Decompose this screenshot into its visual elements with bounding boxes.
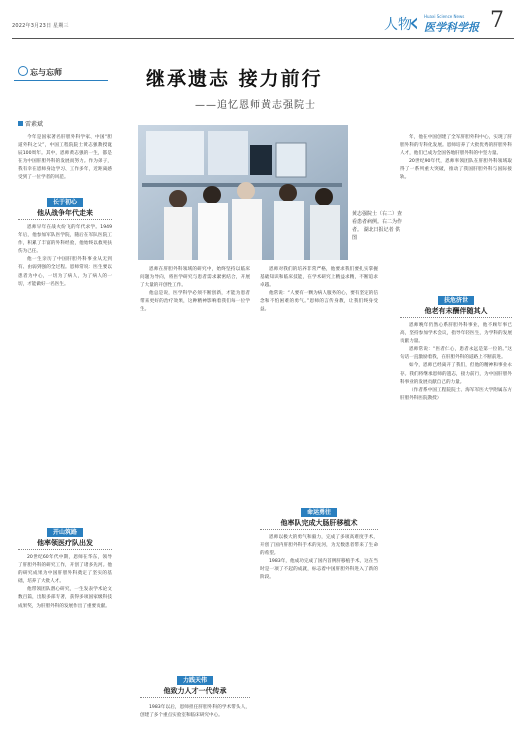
paragraph: 他常说：“人要有一颗为病人服务的心，要有坚定的信念和不怕困难的勇气。”恩师的言传身教，让我们终身受益。: [260, 291, 378, 313]
paper-name-cn: 医学科学报: [424, 21, 479, 34]
paragraph: 1983年，他成功完成了国内首例肝移植手术，这在当时是一项了不起的成就，标志着中国肝胆外科进入了新的阶段。: [260, 559, 378, 581]
section-bracket: ‹: [409, 8, 420, 38]
col3-body-a: [260, 266, 378, 502]
paragraph: 他一生亲历了中国肝胆外科事业从无到有、由弱到强的全过程。恩师常说：医生要以患者为中心，一切为了病人，为了病人的一切，才能做好一名医生。: [18, 257, 112, 287]
paragraph: 恩师以极大的勇气和毅力，完成了多项高难度手术，开创了国内肝胆外科手术的先河，为无数患者带来了生命的希望。: [260, 535, 378, 557]
paper-name-en: Huaxi Science News: [424, 14, 465, 19]
subheading-text: 他老有未酬伴随其人: [400, 306, 512, 318]
issue-date: 2022年3月23日 星期三: [12, 23, 69, 29]
subheading-label: 命运勇往: [301, 508, 337, 517]
subheading-text: 他从战争年代走来: [18, 208, 112, 220]
col2-body-a: [140, 266, 250, 666]
subheading-label: 力践天伟: [177, 676, 213, 685]
paragraph: 恩师对我们的培养非常严格，他要求我们要扎实掌握基础知识和临床技能，在学术研究上精益求精，不断追求卓越。: [260, 267, 378, 289]
paragraph: 恩师早年在战火纷飞的年代求学。1949年后，他参加军队医学院，随后在军队医院工作，积累了丰富的外科经验，他始终以救死扶伤为己任。: [18, 225, 112, 255]
byline: [18, 119, 43, 128]
col4-body-b: [400, 322, 512, 726]
paragraph: 他带领团队潜心研究，一生发表学术论文数百篇，出版多部专著，获得多项国家级科技成果奖，为肝胆外科的发展作出了重要贡献。: [18, 587, 112, 609]
paragraph: 恩师常说：“医者仁心，患者永远是第一位的。”这句话一直激励着我，在肝胆外科的道路上不断前进。: [400, 347, 512, 361]
subheading-4: [260, 508, 378, 530]
col1-intro: [18, 134, 112, 181]
article-photo: [138, 125, 348, 260]
col3-body-b: [260, 534, 378, 726]
paragraph: 1983年以后，恩师担任肝胆外科的学术带头人，创建了多个重点实验室和临床研究中心。: [140, 705, 250, 719]
col1-body-b: [18, 554, 112, 724]
paragraph: 20世纪60年代中期，恩师在华东，领导了肝胆外科的研究工作，开创了诸多先河。他的研究成果为中国肝胆外科奠定了坚实的基础，培养了大批人才。: [18, 555, 112, 585]
page-number: 7: [490, 8, 504, 33]
col2-body-b: [140, 704, 250, 726]
subheading-text: 他率领医疗队出发: [18, 538, 112, 550]
subheading-text: 他致力人才一代传承: [140, 686, 250, 698]
subheading-label: 长于初心: [47, 198, 83, 207]
column-tag-rule: [14, 80, 108, 81]
column-tag-icon: [18, 66, 28, 76]
col1-body-a: [18, 224, 112, 514]
subheading-3: [140, 676, 250, 698]
subheading-text: 他率队完成大肠肝移植术: [260, 518, 378, 530]
subheading-5: [400, 296, 512, 318]
photo-caption: 黄志强院士（右二）查看患者病例。右二为作者。 湖北日报记者 供图: [352, 211, 403, 241]
paragraph: 今年是国家著名肝胆外科学家、中国“胆道外科之父”，中国工程院院士黄志强教授诞辰100周年。其中，恩师黄志强的一生，都是在为中国肝胆外科的发展而努力。作为弟子，我有幸在恩师身边学习、工作多年，近距离感受到了一位学者的风范。: [18, 135, 112, 181]
subheading-1: [18, 198, 112, 220]
author-name: 雷素斌: [25, 121, 44, 128]
paragraph: 年，他在中国创建了全军肝胆外科中心，实现了肝胆外科的专科化发展。恩师培养了大批优秀的肝胆外科人才，他们已成为全国各地肝胆外科的中坚力量。: [400, 135, 512, 157]
photo-image: [138, 125, 348, 260]
subheading-2: [18, 528, 112, 550]
article-title: 继承遗志 接力前行: [146, 68, 323, 90]
paragraph: 他总是说，医学科学必须不断创新，才能为患者带来更好的治疗效果，这种精神影响着我们每一位学生。: [140, 291, 250, 313]
author-note: （作者系中国工程院院士、海军军医大学附属东方肝胆外科医院教授）: [400, 387, 512, 401]
column-tag: [18, 66, 62, 78]
column-tag-text: 忘与忘师: [30, 68, 62, 77]
subheading-label: 开山筑路: [47, 528, 83, 537]
paragraph: 恩师晚年仍然心系肝胆外科事业，他不顾年事已高，坚持参加学术会议，指导年轻医生，为学科的发展贡献力量。: [400, 323, 512, 345]
article-subtitle: ——追忆恩师黄志强院士: [195, 100, 316, 111]
header-rule: [12, 38, 514, 39]
paragraph: 20世纪90年代，恩师率领团队在肝胆外科领域取得了一系列重大突破，推动了我国肝胆外科与国际接轨。: [400, 159, 512, 181]
paragraph: 如今，恩师已经离开了我们，但他的精神和事业永存。我们将继承恩师的遗志，接力前行，为中国肝胆外科事业的发展贡献自己的力量。: [400, 363, 512, 385]
paragraph: 恩师在肝胆外科领域的研究中，始终坚持以临床问题为导向，将医学研究与患者需求紧密结合，开展了大量的开创性工作。: [140, 267, 250, 289]
byline-marker: [18, 121, 23, 126]
col4-body-a: [400, 134, 512, 304]
section-name: 人物: [384, 17, 412, 33]
subheading-label: 扶危济世: [438, 296, 474, 305]
